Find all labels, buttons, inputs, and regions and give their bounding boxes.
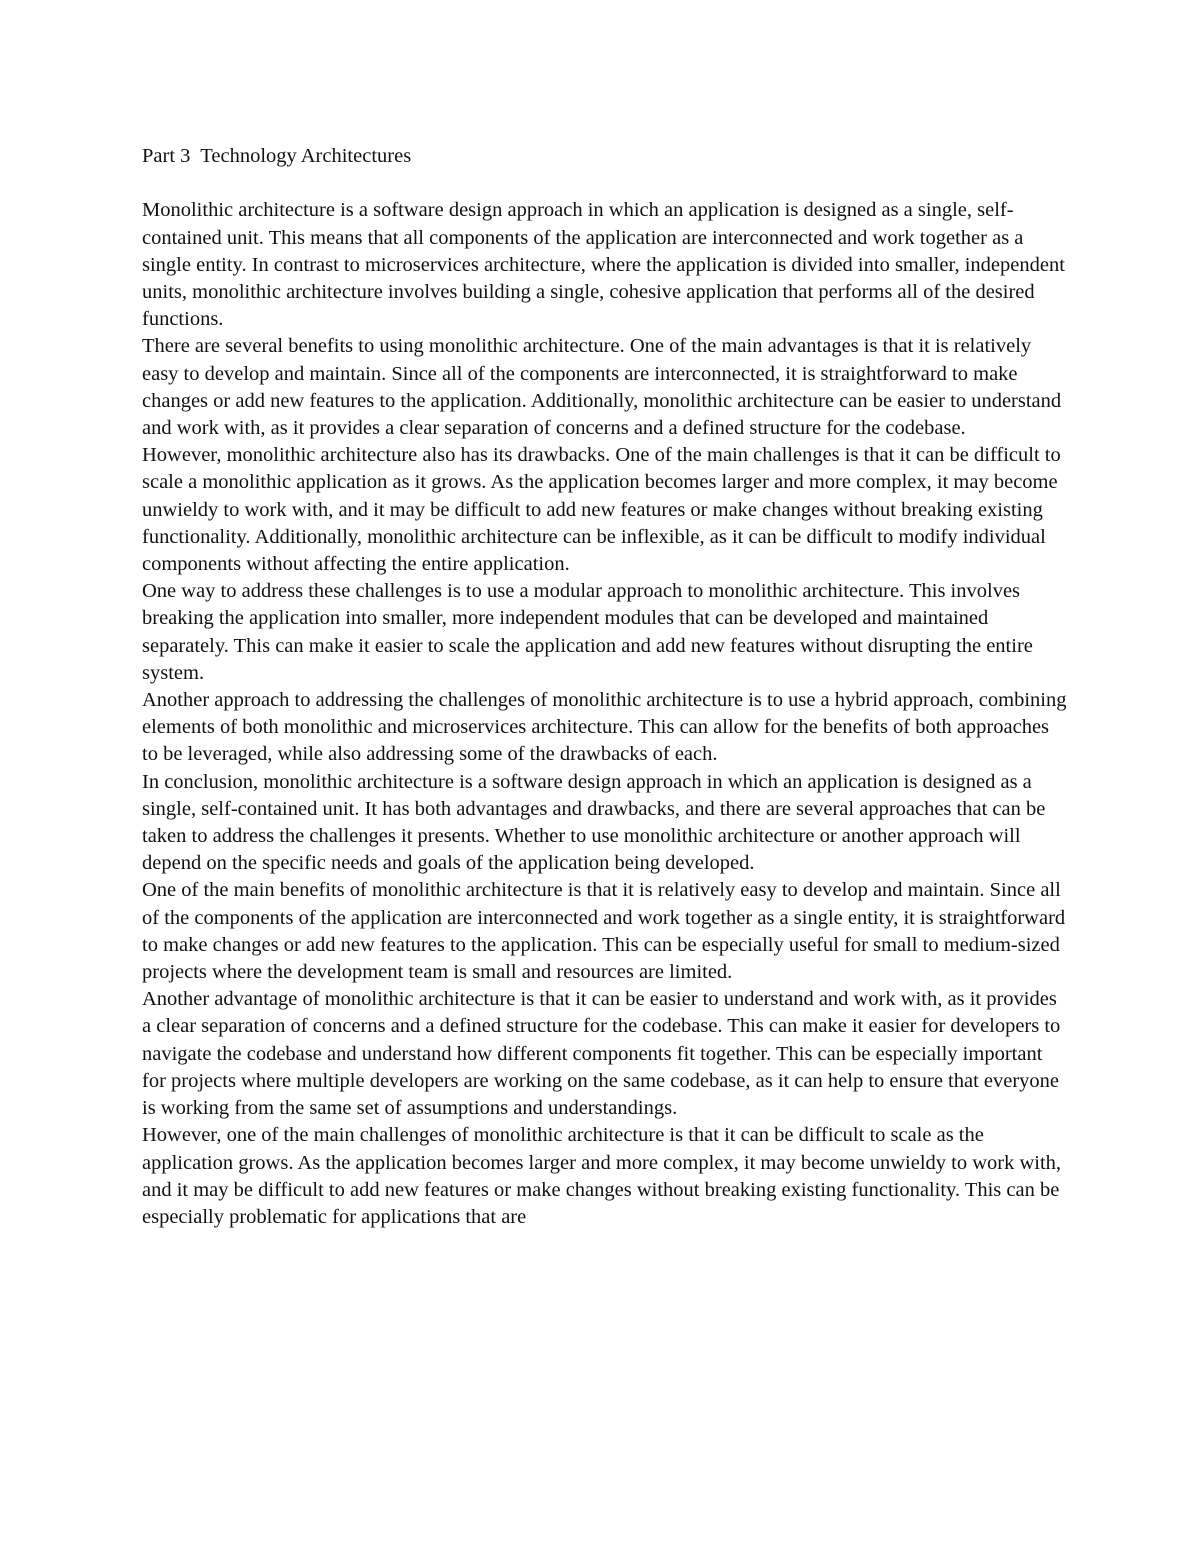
paragraph: One of the main benefits of monolithic architecture is that it is relatively easy to develop and maintain. Since all of the components of the application are interconnected and work together as a single entity, it is straightforward to make changes or add new features to the application. This can be especially useful for small to medium-sized projects where the development team is small and resources are limited.	[142, 879, 1066, 984]
paragraph: In conclusion, monolithic architecture is a software design approach in which an application is designed as a single, self-contained unit. It has both advantages and drawbacks, and there are several approaches that can be taken to address the challenges it presents. Whether to use monolithic architecture or another approach will depend on the specific needs and goals of the application being developed.	[142, 770, 1046, 875]
paragraph: Another approach to addressing the challenges of monolithic architecture is to use a hybrid approach, combining elements of both monolithic and microservices architecture. This can allow for the benefits of both approaches to be leveraged, while also addressing some of the drawbacks of each.	[142, 689, 1067, 766]
paragraph: However, monolithic architecture also has its drawbacks. One of the main challenges is that it can be difficult to scale a monolithic application as it grows. As the application becomes larger and more complex, it may become unwieldy to work with, and it may be difficult to add new features or make changes without breaking existing functionality. Additionally, monolithic architecture can be inflexible, as it can be difficult to modify individual components without affecting the entire application.	[142, 444, 1061, 576]
paragraph: One way to address these challenges is to use a modular approach to monolithic architecture. This involves breaking the application into smaller, more independent modules that can be developed and maintained separately. This can make it easier to scale the application and add new features without disrupting the entire system.	[142, 580, 1033, 684]
paragraph: Another advantage of monolithic architecture is that it can be easier to understand and work with, as it provides a clear separation of concerns and a defined structure for the codebase. This can make it easier for developers to navigate the codebase and understand how different components fit together. This can be especially important for projects where multiple developers are working on the same codebase, as it can help to ensure that everyone is working from the same set of assumptions and understandings.	[142, 988, 1061, 1120]
paragraph: Monolithic architecture is a software design approach in which an application is designed as a single, self-contained unit. This means that all components of the application are interconnected and work together as a single entity. In contrast to microservices architecture, where the application is divided into smaller, independent units, monolithic architecture involves building a single, cohesive application that performs all of the desired functions.	[142, 199, 1065, 331]
document-body	[142, 143, 1067, 1231]
paragraph: There are several benefits to using monolithic architecture. One of the main advantages is that it is relatively easy to develop and maintain. Since all of the components are interconnected, it is straightforward to make changes or add new features to the application. Additionally, monolithic architecture can be easier to understand and work with, as it provides a clear separation of concerns and a defined structure for the codebase.	[142, 335, 1062, 440]
document-title: Part 3 Technology Architectures	[142, 145, 412, 167]
paragraph: However, one of the main challenges of monolithic architecture is that it can be difficult to scale as the application grows. As the application becomes larger and more complex, it may become unwieldy to work with, and it may be difficult to add new features or make changes without breaking existing functionality. This can be especially problematic for applications that are	[142, 1124, 1062, 1228]
